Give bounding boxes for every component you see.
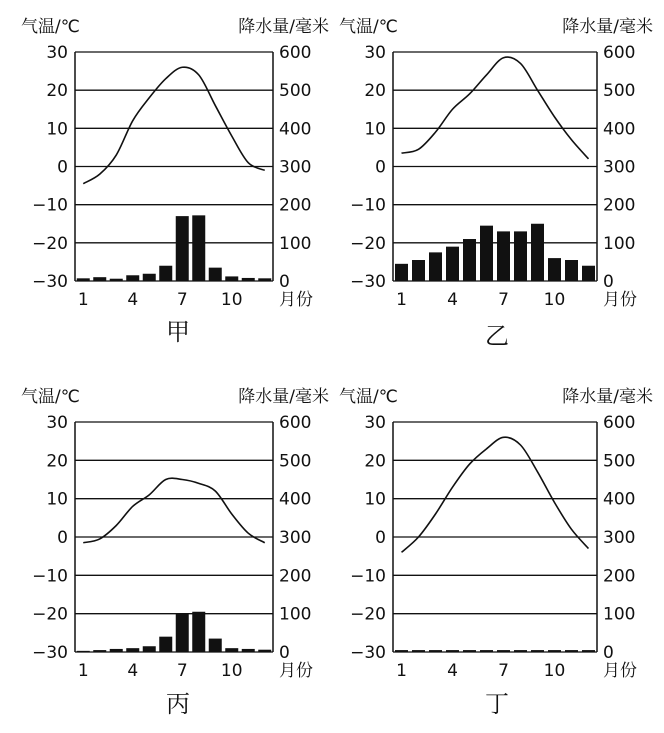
temperature-tick-label: 20 [46, 451, 68, 472]
temperature-tick-label: −10 [32, 195, 68, 216]
temperature-tick-label: 0 [375, 157, 386, 178]
precipitation-bar [176, 614, 189, 652]
precipitation-bar [514, 231, 527, 281]
precipitation-tick-label: 500 [603, 451, 636, 472]
month-axis-title: 月份 [279, 290, 313, 310]
month-tick-label: 4 [447, 661, 458, 681]
precipitation-tick-label: 0 [279, 272, 290, 292]
month-tick-label: 4 [127, 290, 139, 310]
precipitation-bar [242, 278, 255, 281]
precipitation-bar [159, 266, 172, 281]
temperature-tick-label: 10 [46, 119, 68, 140]
precipitation-tick-label: 200 [603, 566, 636, 587]
precipitation-tick-label: 0 [603, 643, 614, 663]
month-tick-label: 7 [498, 661, 509, 681]
temperature-tick-label: 20 [364, 451, 386, 472]
month-tick-label: 1 [77, 661, 89, 681]
precipitation-bar [412, 260, 425, 281]
precipitation-bar [209, 268, 222, 281]
precipitation-bar [143, 274, 156, 281]
precipitation-tick-label: 300 [279, 157, 312, 178]
precipitation-bar [480, 226, 493, 281]
climate-chart-4 [339, 387, 653, 718]
temperature-axis-title: 气温/℃ [339, 387, 398, 407]
temperature-curve [402, 437, 589, 552]
temperature-tick-label: −20 [350, 604, 386, 625]
temperature-tick-label: 30 [364, 413, 386, 433]
temperature-tick-label: 0 [57, 528, 68, 548]
precipitation-tick-label: 100 [603, 233, 636, 254]
precipitation-bar [463, 650, 476, 652]
precipitation-bar [480, 650, 493, 652]
precipitation-bar [242, 649, 255, 652]
precipitation-tick-label: 400 [279, 489, 312, 510]
temperature-tick-label: 20 [364, 81, 386, 102]
temperature-tick-label: −30 [350, 272, 386, 292]
precipitation-tick-label: 600 [279, 43, 312, 63]
precipitation-bar [565, 260, 578, 281]
month-tick-label: 7 [176, 661, 188, 681]
precipitation-bar [582, 266, 595, 281]
climate-chart-1 [21, 17, 329, 346]
precipitation-tick-label: 300 [279, 528, 312, 548]
precipitation-axis-title: 降水量/毫米 [562, 17, 653, 37]
temperature-tick-label: −10 [350, 195, 386, 216]
precipitation-bar [192, 215, 205, 281]
precipitation-axis-title: 降水量/毫米 [562, 387, 653, 407]
temperature-tick-label: −30 [350, 643, 386, 663]
precipitation-tick-label: 0 [603, 272, 614, 292]
temperature-tick-label: −20 [350, 233, 386, 254]
precipitation-bar [225, 276, 238, 281]
precipitation-bar [126, 648, 139, 652]
month-tick-label: 1 [396, 661, 407, 681]
temperature-tick-label: −20 [32, 604, 68, 625]
month-tick-label: 10 [543, 661, 566, 681]
precipitation-bar [446, 650, 459, 652]
month-tick-label: 10 [543, 290, 566, 310]
precipitation-bar [159, 637, 172, 652]
month-tick-label: 10 [220, 290, 243, 310]
precipitation-bar [192, 612, 205, 652]
precipitation-tick-label: 200 [279, 195, 312, 216]
precipitation-tick-label: 500 [279, 451, 312, 472]
precipitation-bar [565, 650, 578, 652]
precipitation-bar [110, 279, 123, 281]
chart-caption: 乙 [485, 322, 509, 350]
month-axis-title: 月份 [603, 661, 637, 681]
temperature-tick-label: −30 [32, 272, 68, 292]
temperature-tick-label: 0 [57, 157, 68, 178]
precipitation-bar [126, 275, 139, 281]
month-tick-label: 4 [447, 290, 458, 310]
month-tick-label: 7 [176, 290, 188, 310]
month-axis-title: 月份 [603, 290, 637, 310]
precipitation-bar [176, 216, 189, 281]
precipitation-bar [582, 650, 595, 652]
month-axis-title: 月份 [279, 661, 313, 681]
precipitation-tick-label: 100 [279, 604, 312, 625]
precipitation-bar [395, 650, 408, 652]
temperature-tick-label: 30 [46, 413, 68, 433]
temperature-tick-label: 30 [364, 43, 386, 63]
precipitation-bar [531, 224, 544, 281]
precipitation-bar [446, 247, 459, 281]
precipitation-bar [93, 277, 106, 281]
precipitation-bar [110, 649, 123, 652]
precipitation-tick-label: 400 [603, 119, 636, 140]
precipitation-bar [225, 648, 238, 652]
temperature-tick-label: −10 [32, 566, 68, 587]
precipitation-tick-label: 200 [279, 566, 312, 587]
precipitation-bar [497, 650, 510, 652]
month-tick-label: 1 [77, 290, 89, 310]
temperature-tick-label: −20 [32, 233, 68, 254]
month-tick-label: 7 [498, 290, 509, 310]
climate-chart-2 [339, 17, 653, 350]
climate-chart-3 [21, 387, 329, 718]
precipitation-bar [548, 258, 561, 281]
temperature-tick-label: −30 [32, 643, 68, 663]
temperature-tick-label: 0 [375, 528, 386, 548]
temperature-axis-title: 气温/℃ [21, 17, 80, 37]
temperature-tick-label: 10 [364, 489, 386, 510]
precipitation-bar [463, 239, 476, 281]
precipitation-tick-label: 300 [603, 157, 636, 178]
precipitation-bar [209, 639, 222, 652]
temperature-axis-title: 气温/℃ [339, 17, 398, 37]
precipitation-tick-label: 100 [603, 604, 636, 625]
precipitation-axis-title: 降水量/毫米 [238, 17, 329, 37]
chart-caption: 丁 [485, 690, 509, 718]
temperature-curve [402, 57, 589, 159]
chart-caption: 丙 [166, 690, 190, 718]
chart-caption: 甲 [166, 318, 190, 346]
temperature-tick-label: 30 [46, 43, 68, 63]
precipitation-bar [93, 650, 106, 652]
precipitation-tick-label: 600 [279, 413, 312, 433]
precipitation-bar [258, 650, 271, 652]
precipitation-bar [77, 278, 90, 281]
precipitation-tick-label: 600 [603, 413, 636, 433]
precipitation-bar [531, 650, 544, 652]
precipitation-tick-label: 400 [279, 119, 312, 140]
precipitation-axis-title: 降水量/毫米 [238, 387, 329, 407]
temperature-curve [83, 478, 265, 543]
precipitation-bar [514, 650, 527, 652]
precipitation-bar [429, 252, 442, 281]
month-tick-label: 1 [396, 290, 407, 310]
precipitation-bar [412, 650, 425, 652]
temperature-tick-label: 10 [46, 489, 68, 510]
precipitation-tick-label: 0 [279, 643, 290, 663]
precipitation-tick-label: 400 [603, 489, 636, 510]
temperature-axis-title: 气温/℃ [21, 387, 80, 407]
precipitation-tick-label: 500 [279, 81, 312, 102]
precipitation-bar [77, 651, 90, 652]
precipitation-tick-label: 100 [279, 233, 312, 254]
precipitation-bar [497, 231, 510, 281]
precipitation-bar [143, 646, 156, 652]
precipitation-bar [429, 650, 442, 652]
temperature-tick-label: 20 [46, 81, 68, 102]
precipitation-tick-label: 300 [603, 528, 636, 548]
precipitation-bar [548, 650, 561, 652]
month-tick-label: 10 [220, 661, 243, 681]
temperature-tick-label: −10 [350, 566, 386, 587]
precipitation-tick-label: 200 [603, 195, 636, 216]
temperature-tick-label: 10 [364, 119, 386, 140]
precipitation-tick-label: 600 [603, 43, 636, 63]
precipitation-tick-label: 500 [603, 81, 636, 102]
precipitation-bar [395, 264, 408, 281]
month-tick-label: 4 [127, 661, 139, 681]
precipitation-bar [258, 278, 271, 281]
